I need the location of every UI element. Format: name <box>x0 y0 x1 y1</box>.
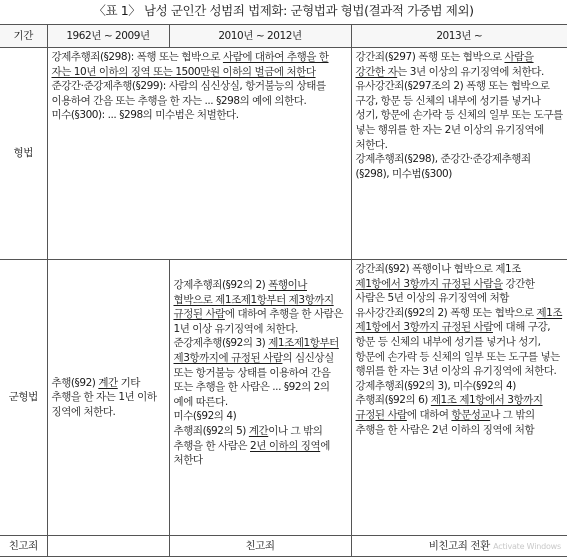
underlined-text: 계간 <box>248 424 269 437</box>
row-label-hyeongbeop: 형법 <box>0 48 47 260</box>
underlined-text: 제1항에서 3항까지 규정된 사람을 <box>355 277 503 290</box>
provision: 준강간·준강제추행(§299): 사람의 심신상실, 항거불능의 상태를 이용하여 간음 또는 추행을 한 자는 ... §298의 예에 의한다. <box>51 80 326 107</box>
text-segment: 유사강간죄(§92의 2) 폭행 또는 협박으로 <box>355 306 537 319</box>
underlined-text: 사람에 대하여 추행을 한 자는 10년 이하의 징역 또는 1500만원 이하의 벌금에 처한다 <box>51 51 329 78</box>
row-hyeongbeop <box>0 48 567 260</box>
underlined-text: 제1조제1항부터 제3항까지에 규정된 사람 <box>173 337 339 364</box>
chingojoe-1962-2009-cell <box>47 536 169 557</box>
text-segment: 추행(§92) <box>51 376 99 389</box>
text-segment: 추행죄(§92의 6) <box>355 394 431 407</box>
text-segment: 추행죄(§92의 5) <box>173 424 249 437</box>
hyeongbeop-2013-cell <box>351 48 567 260</box>
underlined-text: 항문성교 <box>451 408 491 421</box>
underlined-text: 사람을 강간한 자 <box>355 51 534 78</box>
gunhyeongbeop-1962-2009-cell <box>47 260 169 536</box>
text-segment: 강간죄(§92) 폭행이나 협박으로 제1조 <box>355 263 521 275</box>
underlined-text: 제1조 제1항에서 3항까지 규정된 사람 <box>355 394 543 421</box>
text-segment: 강제추행죄(§298): 폭행 또는 협박으로 <box>51 51 223 63</box>
law-comparison-table <box>0 24 567 557</box>
provision: 미수(§92의 4) <box>173 410 237 423</box>
underlined-text: 2년 이하의 징역 <box>250 439 321 452</box>
text-segment: 이나 그 밖의 추행을 한 사람은 <box>173 424 323 452</box>
text-segment: 에 처한다 <box>173 439 330 467</box>
provision: 강제추행죄(§298), 준강간·준강제추행죄(§298), 미수범(§300) <box>355 153 531 180</box>
text-segment: 강간한 사람은 5년 이상의 유기징역에 처함 <box>355 277 535 305</box>
text-segment: 나 그 밖의 추행을 한 사람은 2년 이하의 징역에 처함 <box>355 408 535 436</box>
row-gunhyeongbeop <box>0 260 567 536</box>
text-segment: 에 대하여 <box>406 408 452 421</box>
gunhyeongbeop-2013-cell <box>351 260 567 536</box>
header-2010-2012: 2010년 ~ 2012년 <box>169 25 351 48</box>
underlined-text: 계간 <box>98 376 118 389</box>
header-row <box>0 25 567 48</box>
text-segment: 강제추행죄(§92의 2) <box>173 279 269 291</box>
underlined-text: 폭행이나 협박으로 제1조제1항부터 제3항까지 규정된 사람 <box>173 279 334 321</box>
hyeongbeop-1962-2012-cell <box>47 48 351 260</box>
chingojoe-2010-2012-cell: 친고죄 <box>169 536 351 557</box>
header-1962-2009: 1962년 ~ 2009년 <box>47 25 169 48</box>
text-segment: 의 심신상실 또는 항거불능 상태를 이용하여 간음 또는 추행을 한 사람은 ... §92의 2의 예에 따른다. <box>173 351 334 408</box>
text-segment: 는 3년 이상의 유기징역에 처한다. <box>397 65 544 78</box>
gunhyeongbeop-2010-2012-cell <box>169 260 351 536</box>
text-segment: 에 대해 구강, 항문 등 신체의 내부에 성기를 넣거나 성기, 항문에 손가락 등 신체의 일부 또는 도구를 넣는 행위를 한 자는 3년 이상의 유기징역에 처한다. <box>355 321 560 378</box>
text-segment: 준강제추행(§92의 3) <box>173 337 269 350</box>
header-2013: 2013년 ~ <box>351 25 567 48</box>
row-chingojoe <box>0 536 567 557</box>
row-label-chingojoe: 친고죄 <box>0 536 47 557</box>
provision: 강제추행죄(§92의 3), 미수(§92의 4) <box>355 379 516 392</box>
underlined-text: 제1조 제1항에서 3항까지 규정된 사람 <box>355 306 563 334</box>
table-caption: 〈표 1〉 남성 군인간 성범죄 법제화: 군형법과 형법(결과적 가중범 제외) <box>93 3 474 18</box>
header-period: 기간 <box>0 25 47 48</box>
watermark: Activate Windows <box>493 542 561 551</box>
provision: 유사강간죄(§297조의 2) 폭행 또는 협박으로 구강, 항문 등 신체의 내부에 성기를 넣거나 성기, 항문에 손가락 등 신체의 일부 또는 도구를 넣는 행위를 한 자는 2년 이상의 유기징역에 처한다. <box>355 80 563 151</box>
chingojoe-2013-cell: 비친고죄 전환 <box>351 536 567 557</box>
provision: 미수(§300): ... §298의 미수범은 처벌한다. <box>51 109 239 122</box>
text-segment: 강간죄(§297) 폭행 또는 협박으로 <box>355 51 505 63</box>
text-segment: 기타 추행을 한 자는 1년 이하 징역에 처한다. <box>51 376 157 418</box>
row-label-gunhyeongbeop: 군형법 <box>0 260 47 536</box>
text-segment: 에 대하여 추행을 한 사람은 1년 이상 유기징역에 처한다. <box>173 308 344 335</box>
